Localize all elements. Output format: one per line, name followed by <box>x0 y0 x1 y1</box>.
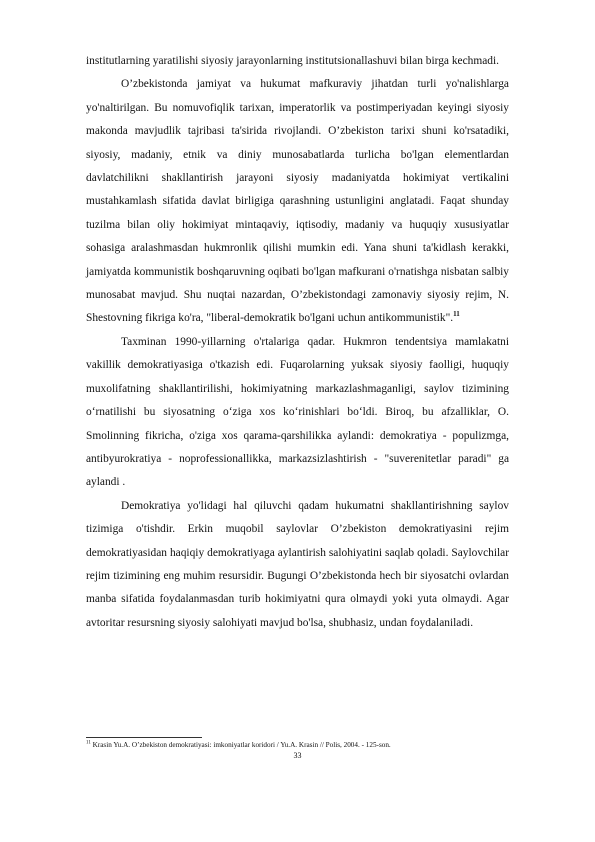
paragraph-text: Taxminan 1990-yillarning o'rtalariga qadar. Hukmron tendentsiya mamlakatni vakillik demokratiyasiga o'tkazish edi. Fuqarolarning yuksak siyosiy faolligi, huquqiy muxolifatning shakllantirilishi, hokimiyatning markazlashmaganligi, saylov tizimining o‘rnatilishi bu siyosatning o‘ziga xos ko‘rinishlari bo‘ldi. Biroq, bu afzalliklar, O. Smolinning fikricha, o'ziga xos qarama-qarshilikka aylandi: demokratiya - populizmga, antibyurokratiya - noprofessionallikka, markazsizlashtirish - "suverenitetlar paradi" ga aylandi . <box>86 335 509 489</box>
footnote-text: Krasin Yu.A. O’zbekiston demokratiyasi: imkoniyatlar koridori / Yu.A. Krasin // Polis, 2004. - 125-son. <box>90 741 391 749</box>
page-number: 33 <box>293 751 302 760</box>
paragraph-text: institutlarning yaratilishi siyosiy jarayonlarning institutsionallashuvi bilan birga kechmadi. <box>86 55 499 67</box>
body-text <box>86 50 509 635</box>
paragraph-continuation <box>86 50 509 73</box>
footnote <box>86 740 516 750</box>
footnote-marker: 11 <box>86 740 91 746</box>
paragraph-text: Demokratiya yo'lidagi hal qiluvchi qadam hukumatni shakllantirishning saylov tizimiga o'tishdir. Erkin muqobil saylovlar O’zbekiston demokratiyasini rejim demokratiyasidan haqiqiy demokratiyaga aylantirish salohiyatini saqlab qoladi. Saylovchilar rejim tizimining eng muhim resursidir. Bugungi O’zbekistonda hech bir siyosatchi ovlardan manba sifatida foydalanmasdan turib hokimiyatni qura olmaydi yoki yuta olmaydi. Agar avtoritar resursning siyosiy salohiyati mavjud bo'lsa, shubhasiz, undan foydalaniladi. <box>86 499 509 629</box>
paragraph-uzbek-ideology <box>86 73 509 330</box>
footnote-divider <box>86 737 202 738</box>
paragraph-1990s <box>86 331 509 495</box>
paragraph-text: O’zbekistonda jamiyat va hukumat mafkuraviy jihatdan turli yo'nalishlarga yo'naltirilgan. Bu nomuvofiqlik tarixan, imperatorlik va postimperiyadan keyingi siyosiy makonda mavjudlik tajribasi ta'sirida rivojlandi. O’zbekiston tarixi shuni ko'rsatadiki, siyosiy, madaniy, etnik va diniy munosabatlarda turlicha bo'lgan elementlardan davlatchilikni shakllantirish jarayoni siyosiy madaniyatda hokimiyat vertikalini mustahkamlash sifatida davlat birligiga qarashning ustunligini anglatadi. Faqat shunday tuzilma bilan oliy hokimiyat mintaqaviy, iqtisodiy, madaniy va huquqiy xususiyatlar sohasiga aralashmasdan hukmronlik qilishi mumkin edi. Yana shuni ta'kidlash kerakki, jamiyatda kommunistik boshqaruvning oqibati bo'lgan mafkurani o'rnatishga nisbatan salbiy munosabat mavjud. Shu nuqtai nazardan, O’zbekistondagi zamonaviy siyosiy rejim, N. Shestovning fikriga ko'ra, "liberal-demokratik bo'lgani uchun antikommunistik". <box>86 78 509 325</box>
footnote-reference[interactable]: 11 <box>453 310 460 319</box>
paragraph-democracy <box>86 495 509 635</box>
